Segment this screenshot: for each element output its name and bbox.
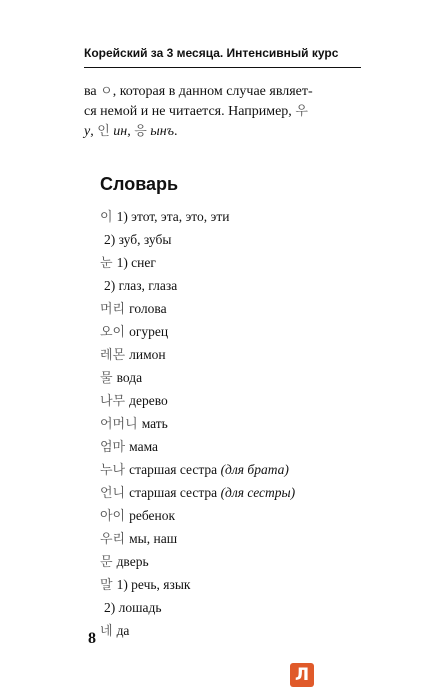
vocab-entry <box>100 458 370 481</box>
transcription: ынъ <box>146 124 174 139</box>
translation: 2) зуб, зубы <box>104 232 172 247</box>
translation: 1) речь, язык <box>116 577 191 592</box>
translation: мама <box>129 439 159 454</box>
korean-word: 이 <box>100 210 113 225</box>
intro-paragraph <box>84 82 360 142</box>
vocabulary-list <box>100 205 370 642</box>
korean-word: 응 <box>134 124 147 139</box>
transcription: ин <box>109 124 128 139</box>
korean-word: 어머니 <box>100 417 138 432</box>
vocab-entry <box>100 389 370 412</box>
publisher-logo-icon: Л <box>290 663 314 687</box>
translation: мы, наш <box>129 531 178 546</box>
translation: вода <box>116 370 143 385</box>
page-number: 8 <box>88 630 96 647</box>
translation: огурец <box>129 324 169 339</box>
vocab-entry <box>100 573 370 596</box>
intro-text: ся немой и не читается. Например, <box>84 104 296 119</box>
korean-word: 물 <box>100 371 113 386</box>
vocab-entry <box>100 297 370 320</box>
korean-word: 누나 <box>100 463 126 478</box>
separator: , <box>90 124 98 139</box>
translation: 1) снег <box>116 255 156 270</box>
vocab-entry <box>100 596 370 619</box>
korean-word: 말 <box>100 578 113 593</box>
vocab-entry <box>100 527 370 550</box>
vocab-entry <box>100 343 370 366</box>
korean-word: 네 <box>100 624 113 639</box>
korean-word: 레몬 <box>100 348 126 363</box>
translation: старшая сестра <box>129 485 218 500</box>
header-rule <box>84 67 361 68</box>
vocab-entry <box>100 435 370 458</box>
intro-line-1 <box>84 82 360 102</box>
translation: 1) этот, эта, это, эти <box>116 209 230 224</box>
korean-letter: ㅇ <box>100 84 113 99</box>
translation: лимон <box>129 347 166 362</box>
usage-note: (для сестры) <box>220 485 296 500</box>
usage-note: (для брата) <box>220 462 289 477</box>
korean-word: 인 <box>97 124 110 139</box>
translation: мать <box>141 416 168 431</box>
translation: да <box>116 623 130 638</box>
korean-word: 언니 <box>100 486 126 501</box>
korean-word: 오이 <box>100 325 126 340</box>
translation: дверь <box>116 554 149 569</box>
korean-word: 우 <box>295 104 308 119</box>
transcription: у <box>84 124 91 139</box>
vocab-entry <box>100 205 370 228</box>
running-head: Корейский за 3 месяца. Интенсивный курс <box>84 46 339 60</box>
translation: голова <box>129 301 167 316</box>
korean-word: 눈 <box>100 256 113 271</box>
vocab-entry <box>100 366 370 389</box>
korean-word: 문 <box>100 555 113 570</box>
intro-text: , которая в данном случае являет- <box>112 84 313 99</box>
separator: , <box>127 124 135 139</box>
korean-word: 머리 <box>100 302 126 317</box>
intro-text: ва <box>84 84 101 99</box>
korean-word: 나무 <box>100 394 126 409</box>
translation: ребенок <box>129 508 176 523</box>
vocab-entry <box>100 320 370 343</box>
translation: дерево <box>129 393 168 408</box>
korean-word: 아이 <box>100 509 126 524</box>
intro-line-2 <box>84 102 360 122</box>
section-title: Словарь <box>100 174 179 194</box>
intro-line-3 <box>84 122 360 142</box>
separator: . <box>174 124 178 139</box>
vocab-entry <box>100 251 370 274</box>
korean-word: 우리 <box>100 532 126 547</box>
translation: старшая сестра <box>129 462 218 477</box>
translation: 2) глаз, глаза <box>104 278 178 293</box>
vocab-entry <box>100 619 370 642</box>
vocab-entry <box>100 228 370 251</box>
vocab-entry <box>100 504 370 527</box>
vocab-entry <box>100 412 370 435</box>
vocab-entry <box>100 550 370 573</box>
vocab-entry <box>100 274 370 297</box>
translation: 2) лошадь <box>104 600 162 615</box>
vocab-entry <box>100 481 370 504</box>
korean-word: 엄마 <box>100 440 126 455</box>
